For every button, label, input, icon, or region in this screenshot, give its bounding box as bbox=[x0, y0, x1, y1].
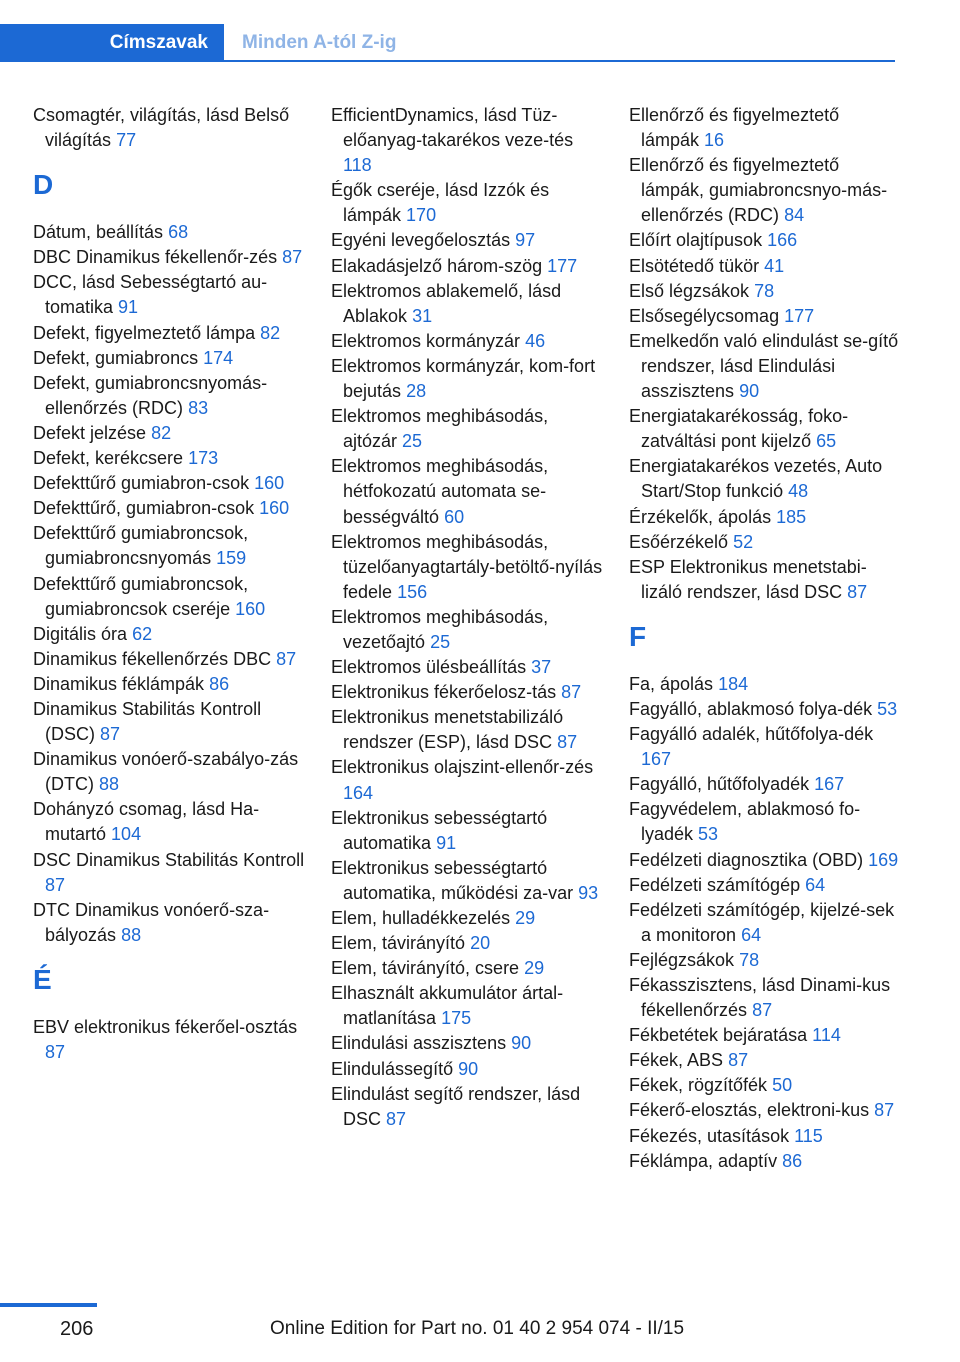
index-entry-text: Defekt, figyelmeztető lámpa bbox=[33, 322, 256, 343]
page-link[interactable]: 177 bbox=[784, 305, 815, 326]
page-link[interactable]: 87 bbox=[874, 1100, 895, 1121]
index-entry-text: Fejlégzsákok bbox=[629, 949, 735, 970]
index-entry bbox=[33, 697, 308, 747]
index-entry-text: Egyéni levegőelosztás bbox=[331, 230, 511, 251]
page-link[interactable]: 87 bbox=[100, 724, 121, 745]
section-letter: D bbox=[33, 169, 54, 201]
page-link[interactable]: 160 bbox=[254, 473, 285, 494]
index-entry bbox=[33, 797, 308, 847]
page-link[interactable]: 48 bbox=[788, 481, 809, 502]
header-tabs bbox=[0, 24, 895, 62]
page-link[interactable]: 29 bbox=[515, 908, 536, 928]
index-entry bbox=[629, 228, 901, 253]
page-link[interactable]: 52 bbox=[733, 531, 754, 552]
index-entry-text: EBV elektronikus fékerőel‐osztás bbox=[33, 1016, 298, 1037]
index-entry-text: Defekt, gumiabroncsnyomás-ellenőrzés (RDC) bbox=[33, 372, 268, 418]
index-entry-text: DCC, lásd Sebességtartó au‐tomatika bbox=[33, 272, 268, 318]
index-entry bbox=[331, 354, 606, 404]
page-link[interactable]: 50 bbox=[772, 1075, 793, 1096]
page-link[interactable]: 53 bbox=[877, 698, 898, 719]
index-entry bbox=[331, 228, 606, 253]
index-entry-text: Dinamikus vonóerő-szabályo‐zás (DTC) bbox=[33, 749, 299, 795]
page-link[interactable]: 20 bbox=[470, 933, 491, 954]
index-entry bbox=[331, 931, 606, 956]
page-link[interactable]: 25 bbox=[430, 631, 451, 652]
index-entry bbox=[33, 898, 308, 948]
index-entry-text: Elektromos kormányzár bbox=[331, 330, 521, 351]
index-entry bbox=[629, 1124, 901, 1149]
page-link[interactable]: 87 bbox=[386, 1108, 407, 1129]
index-entry bbox=[33, 103, 308, 153]
page-link[interactable]: 83 bbox=[188, 397, 209, 418]
index-entry-text: Előírt olajtípusok bbox=[629, 230, 763, 251]
index-entry-text: Defekttűrő gumiabroncsok, gumiabroncsnyomás bbox=[33, 523, 249, 569]
page-link[interactable]: 87 bbox=[45, 1042, 66, 1062]
index-entry-text: Ellenőrző és figyelmeztető lámpák bbox=[629, 105, 840, 151]
index-entry-text: Elektronikus menetstabilizáló rendszer (ESP), lásd DSC bbox=[331, 707, 564, 753]
index-entry bbox=[629, 254, 901, 279]
index-entry bbox=[629, 404, 901, 454]
index-entry-text: Elakadásjelző három‐szög bbox=[331, 255, 543, 276]
index-entry-text: ESP Elektronikus menetstabi‐lizáló rendszer, lásd DSC bbox=[629, 556, 867, 602]
page-link[interactable]: 77 bbox=[116, 130, 137, 151]
index-entry-text: Fékek, rögzítőfék bbox=[629, 1075, 768, 1096]
page-link[interactable]: 90 bbox=[458, 1058, 479, 1079]
index-entry bbox=[629, 697, 901, 722]
index-entry-text: Defekt, gumiabroncs bbox=[33, 347, 199, 368]
index-entry bbox=[33, 421, 308, 446]
index-entry bbox=[33, 747, 308, 797]
page-link[interactable]: 169 bbox=[868, 849, 899, 870]
index-entry bbox=[331, 279, 606, 329]
page-link[interactable]: 29 bbox=[524, 958, 545, 979]
index-entry bbox=[33, 672, 308, 697]
page-link[interactable]: 60 bbox=[444, 506, 465, 527]
page-link[interactable]: 86 bbox=[782, 1150, 803, 1171]
index-entry bbox=[629, 329, 901, 404]
index-entry-text: Fagyálló, ablakmosó folya‐dék bbox=[629, 698, 873, 719]
page-link[interactable]: 93 bbox=[578, 882, 599, 903]
index-entry-text: Emelkedőn való elindulást se‐gítő rendszer, lásd Elindulási asszisztens bbox=[629, 330, 899, 402]
index-column-3 bbox=[629, 103, 901, 1174]
index-entry-text: Elindulást segítő rendszer, lásd DSC bbox=[331, 1083, 581, 1129]
index-entry bbox=[33, 1015, 308, 1065]
index-entry-text: Elsötétedő tükör bbox=[629, 255, 760, 276]
index-entry bbox=[33, 220, 308, 245]
index-entry bbox=[331, 655, 606, 680]
index-entry-text: Elektronikus sebességtartó automatika, működési za‐var bbox=[331, 857, 574, 903]
index-entry bbox=[33, 521, 308, 571]
page-link[interactable]: 84 bbox=[784, 205, 805, 226]
index-entry-text: Defekt jelzése bbox=[33, 422, 147, 443]
index-entry-text: DBC Dinamikus fékellenőr‐zés bbox=[33, 247, 278, 268]
index-entry bbox=[33, 496, 308, 521]
index-entry-text: Fedélzeti diagnosztika (OBD) bbox=[629, 849, 864, 870]
page-link[interactable]: 87 bbox=[557, 732, 578, 753]
index-entry-text: Fedélzeti számítógép, kijelzé‐sek a monitoron bbox=[629, 899, 895, 945]
index-entry bbox=[331, 906, 606, 931]
page-link[interactable]: 87 bbox=[728, 1050, 749, 1071]
page-link[interactable]: 87 bbox=[45, 874, 66, 895]
page-link[interactable]: 90 bbox=[739, 381, 760, 402]
index-entry-text: Energiatakarékos vezetés, Auto Start/Stop funkció bbox=[629, 456, 883, 502]
index-entry-text: Fékerő-elosztás, elektroni‐kus bbox=[629, 1100, 870, 1121]
page-number: 206 bbox=[60, 1318, 94, 1340]
edition-text: Online Edition for Part no. 01 40 2 954 074 - II/15 bbox=[270, 1318, 685, 1339]
page-link[interactable]: 159 bbox=[216, 548, 247, 569]
index-entry-text: Defekttűrő gumiabron‐csok bbox=[33, 473, 250, 494]
index-entry-text: Energiatakarékosság, foko‐zatváltási pont kijelző bbox=[629, 406, 849, 452]
index-entry bbox=[629, 848, 901, 873]
index-entry-text: Defekttűrő gumiabroncsok, gumiabroncsok cseréje bbox=[33, 573, 249, 619]
index-entry-text: Ellenőrző és figyelmeztető lámpák, gumiabroncsnyo‐más-ellenőrzés (RDC) bbox=[629, 155, 888, 226]
index-entry bbox=[629, 530, 901, 555]
page-link[interactable]: 160 bbox=[259, 498, 290, 519]
index-entry bbox=[629, 103, 901, 153]
index-entry bbox=[33, 471, 308, 496]
page-link[interactable]: 82 bbox=[260, 322, 281, 343]
page-link[interactable]: 64 bbox=[741, 924, 762, 945]
index-entry bbox=[33, 647, 308, 672]
index-entry-text: Elektronikus fékerőelosz‐tás bbox=[331, 682, 557, 703]
index-entry bbox=[629, 1073, 901, 1098]
index-entry-text: Elektromos ülésbeállítás bbox=[331, 657, 527, 678]
index-entry bbox=[629, 1023, 901, 1048]
index-entry-text: Fagyálló, hűtőfolyadék bbox=[629, 774, 810, 795]
index-entry bbox=[33, 572, 308, 622]
page-link[interactable]: 167 bbox=[641, 749, 672, 770]
footer-accent-bar bbox=[0, 1303, 97, 1307]
page-link[interactable]: 78 bbox=[754, 280, 775, 301]
index-entry-text: DSC Dinamikus Stabilitás Kontroll bbox=[33, 849, 305, 870]
index-entry-text: Első légzsákok bbox=[629, 280, 750, 301]
index-entry-text: Dátum, beállítás bbox=[33, 222, 164, 243]
index-entry bbox=[331, 1031, 606, 1056]
page-link[interactable]: 164 bbox=[343, 782, 374, 803]
index-entry bbox=[629, 873, 901, 898]
page-link[interactable]: 104 bbox=[111, 824, 142, 845]
page-link[interactable]: 62 bbox=[132, 623, 153, 644]
index-entry bbox=[629, 672, 901, 697]
page-link[interactable]: 64 bbox=[805, 874, 826, 895]
index-entry bbox=[331, 1057, 606, 1082]
index-entry-text: Fedélzeti számítógép bbox=[629, 874, 801, 895]
index-entry bbox=[629, 973, 901, 1023]
page-link[interactable]: 87 bbox=[847, 581, 868, 602]
page-link[interactable]: 87 bbox=[561, 682, 582, 703]
index-entry-text: Elsősegélycsomag bbox=[629, 305, 780, 326]
page-link[interactable]: 31 bbox=[412, 305, 433, 326]
index-entry-text: Defekt, kerékcsere bbox=[33, 448, 184, 469]
index-entry bbox=[331, 806, 606, 856]
page-link[interactable]: 28 bbox=[406, 381, 427, 402]
page-link[interactable]: 87 bbox=[752, 1000, 773, 1021]
index-entry-text: Defekttűrő, gumiabron‐csok bbox=[33, 498, 255, 519]
index-column-1 bbox=[33, 103, 308, 1065]
page-link[interactable]: 37 bbox=[531, 657, 552, 678]
page-link[interactable]: 177 bbox=[547, 255, 578, 276]
index-column-2 bbox=[331, 103, 606, 1132]
page-link[interactable]: 91 bbox=[436, 832, 457, 853]
index-entry bbox=[629, 505, 901, 530]
tab-cimszavak[interactable]: Címszavak bbox=[0, 24, 224, 62]
page-link[interactable]: 53 bbox=[698, 824, 719, 845]
index-entry bbox=[331, 103, 606, 178]
page-link[interactable]: 185 bbox=[776, 506, 807, 527]
page-link[interactable]: 86 bbox=[209, 673, 230, 694]
index-entry-text: Csomagtér, világítás, lásd Belső világítás bbox=[33, 105, 290, 151]
page-link[interactable]: 78 bbox=[739, 949, 760, 970]
index-entry-text: Fagyálló adalék, hűtőfolya‐dék bbox=[629, 724, 874, 745]
section-letter: É bbox=[33, 963, 52, 995]
index-entry bbox=[331, 981, 606, 1031]
index-entry-text: Elektronikus sebességtartó automatika bbox=[331, 807, 548, 853]
page-link[interactable]: 25 bbox=[402, 431, 423, 452]
index-entry bbox=[331, 956, 606, 981]
index-entry-text: Dinamikus fékellenőrzés DBC bbox=[33, 648, 272, 669]
page-link[interactable]: 90 bbox=[511, 1033, 532, 1054]
index-entry bbox=[629, 948, 901, 973]
page-link[interactable]: 88 bbox=[99, 774, 120, 795]
tab-minden-a-tol-z-ig[interactable]: Minden A-tól Z-ig bbox=[242, 32, 397, 53]
index-entry-text: Fékasszisztens, lásd Dinami‐kus fékellenőrzés bbox=[629, 975, 891, 1021]
page-link[interactable]: 97 bbox=[515, 230, 536, 251]
index-entry bbox=[33, 371, 308, 421]
index-entry bbox=[331, 404, 606, 454]
index-entry bbox=[629, 279, 901, 304]
index-entry bbox=[331, 755, 606, 805]
index-entry bbox=[331, 1082, 606, 1132]
page-link[interactable]: 174 bbox=[203, 347, 234, 368]
page-link[interactable]: 16 bbox=[704, 130, 725, 151]
index-entry bbox=[33, 321, 308, 346]
index-entry bbox=[331, 605, 606, 655]
index-entry-text: Fékek, ABS bbox=[629, 1050, 724, 1071]
index-entry bbox=[33, 346, 308, 371]
page-link[interactable]: 87 bbox=[282, 247, 303, 268]
page-link[interactable]: 184 bbox=[718, 673, 749, 694]
index-entry-text: Elindulási asszisztens bbox=[331, 1033, 507, 1054]
index-entry-text: Elem, távirányító, csere bbox=[331, 958, 520, 979]
index-entry-text: Fékbetétek bejáratása bbox=[629, 1025, 808, 1046]
index-entry bbox=[629, 797, 901, 847]
page-link[interactable]: 166 bbox=[767, 230, 798, 251]
index-entry bbox=[629, 304, 901, 329]
page-link[interactable]: 170 bbox=[406, 205, 437, 226]
index-entry bbox=[629, 898, 901, 948]
page-link[interactable]: 65 bbox=[816, 431, 837, 452]
page-link[interactable]: 88 bbox=[121, 924, 142, 945]
index-entry-text: Elektromos meghibásodás, vezetőajtó bbox=[331, 606, 549, 652]
index-entry-text: Elindulássegítő bbox=[331, 1058, 454, 1079]
section-letter: F bbox=[629, 620, 647, 652]
header-divider bbox=[224, 60, 895, 62]
index-entry bbox=[629, 722, 901, 772]
index-entry bbox=[629, 1149, 901, 1174]
index-entry bbox=[331, 254, 606, 279]
page-link[interactable]: 114 bbox=[812, 1025, 841, 1046]
page-link[interactable]: 91 bbox=[118, 297, 139, 318]
index-entry-text: Fékezés, utasítások bbox=[629, 1125, 790, 1146]
page-link[interactable]: 41 bbox=[764, 255, 785, 276]
index-entry-text: Elektromos meghibásodás, tüzelőanyagtartály-betöltő‐nyílás fedele bbox=[331, 531, 603, 602]
page-link[interactable]: 156 bbox=[397, 581, 428, 602]
index-entry-text: Elektronikus olajszint-ellenőr‐zés bbox=[331, 757, 594, 778]
index-entry-text: Elektromos meghibásodás, hétfokozatú automata se‐bességváltó bbox=[331, 456, 549, 527]
page-link[interactable]: 115 bbox=[794, 1125, 823, 1146]
index-entry-text: Elem, hulladékkezelés bbox=[331, 908, 511, 928]
index-entry-text: Digitális óra bbox=[33, 623, 128, 644]
index-entry bbox=[331, 530, 606, 605]
index-entry bbox=[33, 270, 308, 320]
page-link[interactable]: 118 bbox=[343, 155, 372, 176]
index-entry-text: EfficientDynamics, lásd Tüz‐előanyag-takarékos veze‐tés bbox=[331, 105, 574, 151]
page-link[interactable]: 68 bbox=[168, 222, 189, 243]
index-entry-text: DTC Dinamikus vonóerő-sza‐bályozás bbox=[33, 899, 270, 945]
index-entry bbox=[331, 856, 606, 906]
index-entry-text: Elektromos meghibásodás, ajtózár bbox=[331, 406, 549, 452]
page-link[interactable]: 82 bbox=[151, 422, 172, 443]
page-link[interactable]: 87 bbox=[276, 648, 297, 669]
index-entry bbox=[629, 1048, 901, 1073]
page-link[interactable]: 173 bbox=[188, 448, 219, 469]
index-entry-text: Elhasznált akkumulátor ártal‐matlanítása bbox=[331, 983, 564, 1029]
index-entry bbox=[33, 622, 308, 647]
page-link[interactable]: 46 bbox=[525, 330, 546, 351]
index-entry bbox=[331, 680, 606, 705]
index-entry bbox=[33, 446, 308, 471]
index-entry bbox=[331, 705, 606, 755]
index-entry bbox=[331, 454, 606, 529]
index-entry-text: Fagyvédelem, ablakmosó fo‐lyadék bbox=[629, 799, 861, 845]
index-entry bbox=[629, 1098, 901, 1123]
index-entry-text: Elektromos kormányzár, kom‐fort bejutás bbox=[331, 355, 596, 402]
index-entry-text: Fa, ápolás bbox=[629, 673, 714, 694]
index-entry bbox=[33, 848, 308, 898]
index-entry bbox=[33, 245, 308, 270]
index-entry bbox=[331, 178, 606, 228]
page-link[interactable]: 160 bbox=[235, 598, 266, 619]
page-link[interactable]: 175 bbox=[441, 1008, 472, 1029]
index-entry-text: Féklámpa, adaptív bbox=[629, 1150, 778, 1171]
index-entry-text: Dohányzó csomag, lásd Ha‐mutartó bbox=[33, 799, 260, 845]
index-entry-text: Égők cseréje, lásd Izzók és lámpák bbox=[331, 180, 550, 226]
page-link[interactable]: 167 bbox=[814, 774, 845, 795]
index-entry-text: Esőérzékelő bbox=[629, 531, 729, 552]
index-entry bbox=[629, 454, 901, 504]
index-entry bbox=[331, 329, 606, 354]
index-entry-text: Elem, távirányító bbox=[331, 933, 466, 954]
index-entry bbox=[629, 555, 901, 605]
index-entry-text: Dinamikus Stabilitás Kontroll (DSC) bbox=[33, 698, 262, 745]
index-entry-text: Érzékelők, ápolás bbox=[629, 506, 772, 527]
index-entry bbox=[629, 153, 901, 228]
index-entry bbox=[629, 772, 901, 797]
index-entry-text: Dinamikus féklámpák bbox=[33, 673, 205, 694]
index-entry-text: Elektromos ablakemelő, lásd Ablakok bbox=[331, 280, 562, 326]
